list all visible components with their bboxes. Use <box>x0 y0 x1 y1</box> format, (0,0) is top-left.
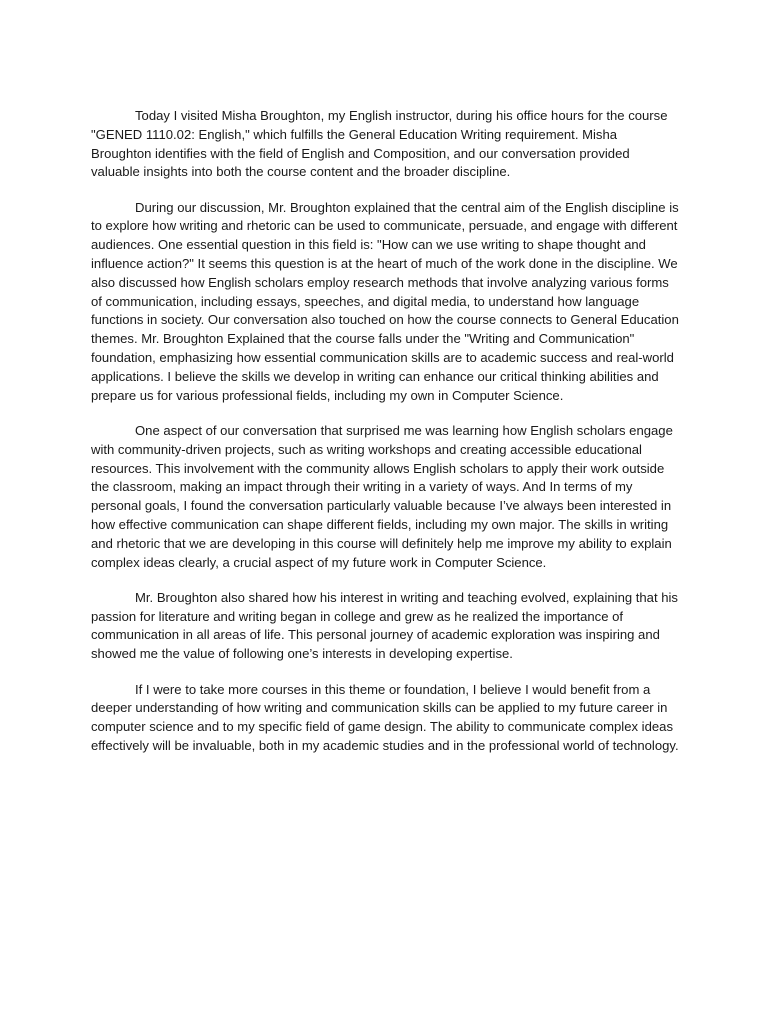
paragraph-office-visit: Today I visited Misha Broughton, my English instructor, during his office hours for the course "GENED 1110.02: English," which fulfills the General Education Writing requirement. Misha Broughton identifies with the field of English and Composition, and our conversation provided valuable insights into both the course content and the broader discipline. <box>91 108 668 180</box>
paragraph-instructor-journey: Mr. Broughton also shared how his interest in writing and teaching evolved, explaining that his passion for literature and writing began in college and grew as he realized the importance of communication in all areas of life. This personal journey of academic exploration was inspiring and showed me the value of following one’s interests in developing expertise. <box>91 589 678 662</box>
paragraph-discussion: During our discussion, Mr. Broughton explained that the central aim of the English discipline is to explore how writing and rhetoric can be used to communicate, persuade, and engage with different audiences. One essential question in this field is: "How can we use writing to shape thought and influence action?" It seems this question is at the heart of much of the work done in the discipline. We also discussed how English scholars employ research methods that involve analyzing various forms of communication, including essays, speeches, and digital media, to understand how language functions in society. Our conversation also touched on how the course connects to General Education themes. Mr. Broughton Explained that the course falls under the "Writing and Communication" foundation, emphasizing how essential communication skills are to academic success and real-world applications. I believe the skills we develop in writing can enhance our critical thinking abilities and prepare us for various professional fields, including my own in Computer Science. <box>91 199 679 403</box>
paragraph-future-courses: If I were to take more courses in this theme or foundation, I believe I would benefit from a deeper understanding of how writing and communication skills can be applied to my future career in computer science and to my specific field of game design. The ability to communicate complex ideas effectively will be invaluable, both in my academic studies and in the professional world of technology. <box>91 681 679 753</box>
paragraph-community-projects: One aspect of our conversation that surprised me was learning how English scholars engage with community-driven projects, such as writing workshops and creating accessible educational resources. This involvement with the community allows English scholars to apply their work outside the classroom, making an impact through their writing in a variety of ways. And In terms of my personal goals, I found the conversation particularly valuable because I’ve always been interested in how effective communication can shape different fields, including my own major. The skills in writing and rhetoric that we are developing in this course will definitely help me improve my ability to explain complex ideas clearly, a crucial aspect of my future work in Computer Science. <box>91 422 673 570</box>
